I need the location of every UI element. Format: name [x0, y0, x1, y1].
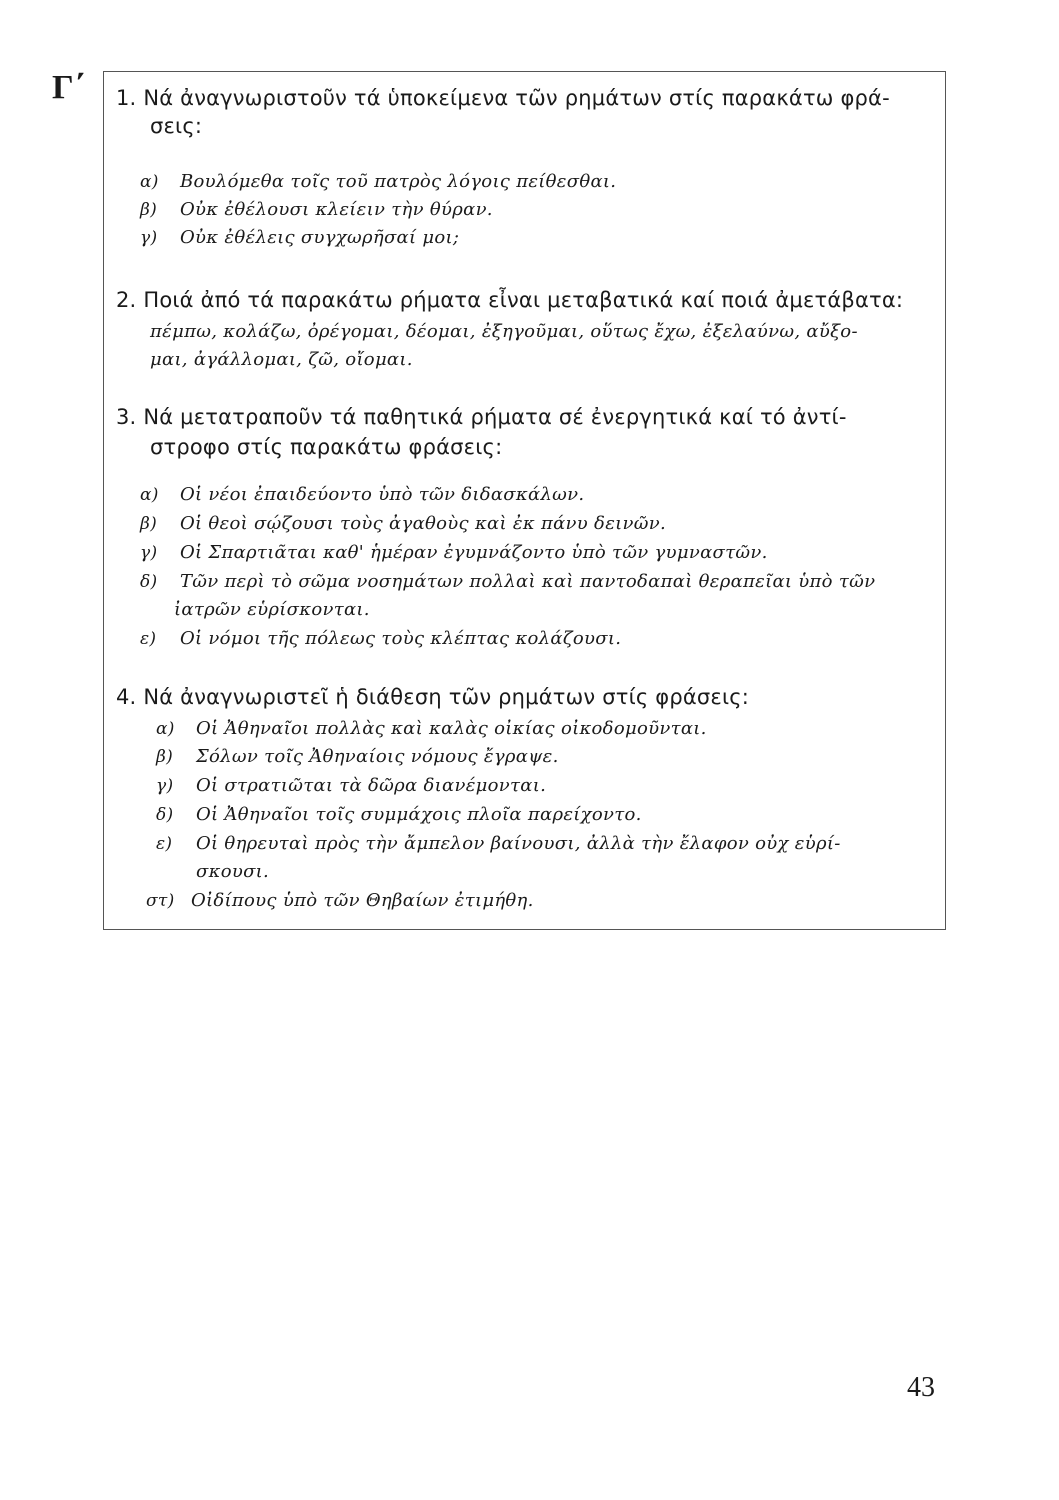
section-letter: Γ΄	[52, 69, 85, 106]
item-label: α)	[140, 172, 159, 192]
exercise-1-instruction	[116, 84, 890, 112]
item-continuation: σκουσι.	[196, 861, 270, 882]
item-label: ε)	[156, 834, 173, 854]
item-label: α)	[156, 719, 175, 739]
exercise-3-instruction	[116, 403, 847, 431]
exercise-2-instruction	[116, 286, 903, 314]
page-number: 43	[907, 1372, 935, 1403]
instruction-text: Νά ἀναγνωριστοῦν τά ὑποκείμενα τῶν ρημάτων στίς παρακάτω φρά-	[143, 86, 890, 110]
item-label: β)	[156, 747, 174, 767]
list-item	[156, 830, 841, 858]
list-item	[140, 539, 768, 567]
verb-list-line: μαι, ἀγάλλομαι, ζῶ, οἴομαι.	[150, 349, 413, 370]
item-text: Οὐκ ἐθέλεις συγχωρῆσαί μοι;	[180, 227, 460, 248]
instruction-text: Ποιά ἀπό τά παρακάτω ρήματα εἶναι μεταβατικά καί ποιά ἀμετάβατα:	[143, 288, 904, 312]
item-text: Βουλόμεθα τοῖς τοῦ πατρὸς λόγοις πείθεσθαι.	[180, 171, 617, 192]
item-text: Οἱ νόμοι τῆς πόλεως τοὺς κλέπτας κολάζουσι.	[180, 628, 622, 649]
list-item	[146, 887, 534, 915]
item-label: β)	[140, 514, 158, 534]
exercise-number: 2.	[116, 288, 137, 312]
item-text: Οἱ θεοὶ σῴζουσι τοὺς ἀγαθοὺς καὶ ἐκ πάνυ δεινῶν.	[180, 513, 666, 534]
list-item	[140, 481, 584, 509]
item-text: Οἱ Σπαρτιᾶται καθ' ἡμέραν ἐγυμνάζοντο ὑπὸ τῶν γυμναστῶν.	[180, 542, 768, 563]
list-item	[156, 715, 707, 743]
instruction-continuation: σεις:	[150, 114, 203, 138]
exercise-number: 1.	[116, 86, 137, 110]
item-text: Τῶν περὶ τὸ σῶμα νοσημάτων πολλαὶ καὶ παντοδαπαὶ θεραπεῖαι ὑπὸ τῶν	[180, 571, 876, 592]
item-text: Οἱ στρατιῶται τὰ δῶρα διανέμονται.	[196, 775, 547, 796]
item-text: Οἱ νέοι ἐπαιδεύοντο ὑπὸ τῶν διδασκάλων.	[180, 484, 585, 505]
list-item	[156, 801, 642, 829]
item-text: Οὐκ ἐθέλουσι κλείειν τὴν θύραν.	[180, 199, 493, 220]
item-label: γ)	[140, 543, 158, 563]
verb-list-line: πέμπω, κολάζω, ὀρέγομαι, δέομαι, ἐξηγοῦμαι, οὕτως ἔχω, ἐξελαύνω, αὔξο-	[150, 321, 858, 342]
item-label: δ)	[140, 572, 158, 592]
item-label: β)	[140, 200, 158, 220]
exercise-4-instruction	[116, 683, 749, 711]
item-label: δ)	[156, 805, 174, 825]
list-item	[140, 510, 666, 538]
list-item	[140, 224, 459, 252]
item-text: Οἰδίπους ὑπὸ τῶν Θηβαίων ἐτιμήθη.	[191, 890, 534, 911]
item-label: στ)	[146, 891, 175, 911]
instruction-text: Νά μετατραποῦν τά παθητικά ρήματα σέ ἐνεργητικά καί τό ἀντί-	[143, 405, 847, 429]
item-text: Οἱ Ἀθηναῖοι τοῖς συμμάχοις πλοῖα παρείχοντο.	[196, 804, 642, 825]
list-item	[156, 743, 559, 771]
instruction-continuation: στροφο στίς παρακάτω φράσεις:	[150, 435, 503, 459]
item-text: Οἱ Ἀθηναῖοι πολλὰς καὶ καλὰς οἰκίας οἰκοδομοῦνται.	[196, 718, 707, 739]
item-label: γ)	[140, 228, 158, 248]
item-text: Οἱ θηρευταὶ πρὸς τὴν ἄμπελον βαίνουσι, ἀλλὰ τὴν ἔλαφον οὐχ εὑρί-	[196, 833, 841, 854]
item-continuation: ἰατρῶν εὑρίσκονται.	[174, 599, 370, 620]
list-item	[140, 568, 875, 596]
item-label: ε)	[140, 629, 157, 649]
instruction-text: Νά ἀναγνωριστεῖ ἡ διάθεση τῶν ρημάτων στίς φράσεις:	[143, 685, 750, 709]
item-label: α)	[140, 485, 159, 505]
exercise-number: 3.	[116, 405, 137, 429]
exercise-box	[103, 71, 946, 930]
list-item	[156, 772, 546, 800]
exercise-number: 4.	[116, 685, 137, 709]
list-item	[140, 196, 493, 224]
item-text: Σόλων τοῖς Ἀθηναίοις νόμους ἔγραψε.	[196, 746, 559, 767]
list-item	[140, 625, 621, 653]
item-label: γ)	[156, 776, 174, 796]
list-item	[140, 168, 616, 196]
